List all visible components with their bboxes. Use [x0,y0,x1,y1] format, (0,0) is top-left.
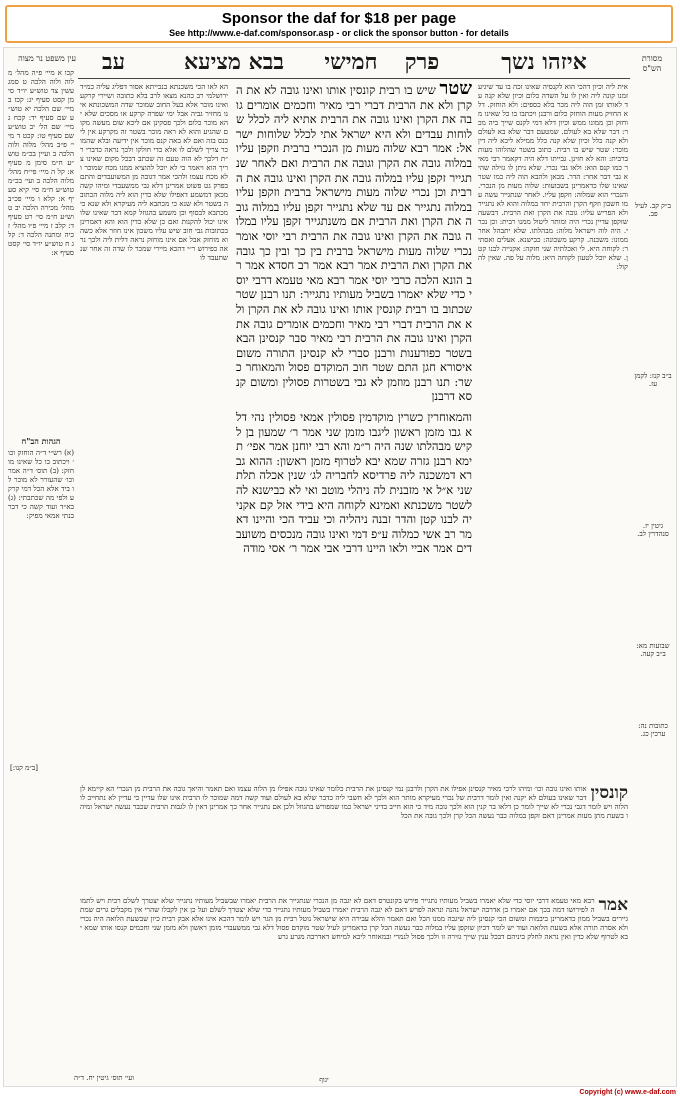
mesoret-column [632,82,674,762]
copyright-link[interactable]: Copyright (c) www.e-daf.com [579,1089,676,1096]
gemara-text: שיש בו רבית קונסין אותו ואינו גובה לא את הקרן ולא את הרבית דברי רבי מאיר וחכמים אומרים גובה את הקרן ואינו גובה את הרבית אתיא ליה לכלל שלוחות עבדים ולא היא ישראל אתי לכלל שלוחות ישראל: אמר רבא שלוה מעות מן הנכרי ברבית וזקפן עליו במלוה גובה את הקרן וגובה את הרבית ואם לאחר שנתגייר זקפן עליו במלוה גובה את הקרן ואינו גובה את הרבית וכן נכרי שלוה מעות מישראל ברבית וזקפן עליו במלוה נתגייר אם עד שלא נתגייר זקפן עליו במלוה גובה את הקרן ואת הרבית אם משנתגייר זקפן עליו במלוה גובה את הקרן ואינו גובה את הרבית רבי יוסי אומר נכרי שלוה מעות מישראל ברבית בין כך ובין כך גובה את הקרן ואת הרבית אמר רבא אמר רב חסדא אמר רב הונא הלכה כרבי יוסי אמר רבא מאי טעמא דרבי יוסי כדי שלא יאמרו בשביל מעותיו נתגייר: תנו רבנן שטר שכתוב בו רבית קונסין אותו ואינו גובה לא את הקרן ולא את הרבית דברי רבי מאיר וחכמים אומרים גובה את הקרן ואינו גובה את הרבית רבי מאיר סבר קנסינן הבא בשטר כפורענות ורבנן סברי לא קנסינן התורה משום איסורא חגן התם שטר חוב המוקדם פסול והמאוחר כשר: תנו רבנן מוזמן לא גבי בשטרות פסולין ומשום קנסא דרבנן [236,83,472,404]
dibbur-hamatchil-2: אמר [598,896,628,915]
hagahot-title: הגהות הב"ח [21,436,61,446]
tosafot-bottom-2 [80,896,628,1076]
perek-word: פרק [404,49,440,75]
header-divider [78,78,630,79]
ein-mishpat-header: עין משפט נר מצוה [18,54,76,63]
catchword: יגוף [319,1076,329,1084]
gemara-column [236,82,472,722]
sponsor-subtitle[interactable]: See http://www.e-daf.com/sponsor.asp - or click the sponsor button - for details [169,28,509,38]
perek-number: חמישי [324,49,378,75]
daf-number: עב [101,49,126,75]
dibbur-hamatchil-1: קונסין [590,784,628,803]
tosafot-column [80,82,228,782]
mesoret-header: מסורת הש"ס [641,54,663,73]
hagahot-text: (א) רש״י ד״ה הוחזק וכו׳ ויכתוב בו כל שאינו מוחזק: (ב) תוס׳ ד״ה אמר וכו׳ שהעורר לא מוכר לו ביד אלא הכל דמי קרקע ולפי מה שכתבתי: (ג) בא״ד ועוד קשה כי דבר בנתי אמאי מפיק: [8,448,74,520]
masechet-title: בבא מציעא [184,49,284,75]
margin-reference: [ב״מ קנו:] [10,764,39,772]
mesoret-note: שבועות מא: ב״ב קעה. [636,642,670,658]
rashi-column: אית ליה וכיון דהכי הוא לקנסיה שאינו זכה בו עד שיגיע זמנו קונה ליה ואין לו על השדה כלום וכיון שלא קנה עד לאותו זמן הוה ליה מכר בלא כספים: ולא הוחזק. דלא החזיק מעות הוחזק כלום ורבנן ויכתבו בו כל שאינו מוחזק וכן ממונו ממש וכיון דלא דמי לקנס שייך ביה מכר: דבר שלא בא לעולם. שמטעם דבר שלא בא לעולם ולא קנה כלל וכיון שלא קנה כלל ממילא ליכא ליה דין מוכר: שטר שיש בו רבית. כתוב בשטר שהלוהו מעות ברבית: והא לא חזינן. גבייתו דלא היה דקאמר רבי מאיר כמו קנס הוא: ולאו גבי נכרי. שלא ניתן לו גזילה שהיא גבי דבר אחר: הדר. מכאן ולהבא הוה ליה כמו שטר שאינו שלו כדאמרינן בשבועות: שלוה מעות מן הנכרי. והנכרי הוא שמלוה: וזקפן עליו. לאחר שנתגייר עשה עמו חשבון וזקף הקרן והרבית יחד במלוה והוא לא נתגייר ולא הפריש עליו: גובה את הקרן ואת הרבית. דבשעה שזקפן עדיין נכרי היה ומותר ליטול ממנו רבית: וכן נכרי. היה לוה וישראל מלוה: מבהלתו. שלא יתבהל אחר ממונו: משכנה. קרקע משכונה: כבישנא. אעלים ואסתיר: לקוחה היא. לי ואכלתיה שני חזקה: אקנייה לבנו קטן. שלא יוכל לטעון לקוחה היא: מלוה על פה. שאין לה קול: [478,82,628,271]
mesoret-note: כתובות נה: ערכין כג. [638,722,668,738]
bottom-text-2: רבא מאי טעמא דרבי יוסי כדי שלא יאמרו בשביל מעותיו נתגייר פירש בקונטרס דאם לא יגבה מן הנכרי שנתגייר את הרבית יאמרו שבשביל מעותיו נתגייר שלא יצטרך לשלם רבית ויש לתמוה לפירושו דמה בכך אם יאמרו כן אדרבה ישראל נהנה ונראה לפרש דאם לא יגבה הרבית יאמרו בשביל מעותיו נתגייר כדי שלא יצטרך לשלם ועל כן אין לקבלו שהרי אין מקבלים גרים שמתגיירים בשביל ממון כדאמרינן ביבמות ומשום הכי קנסינן ליה שיגבה ממנו הכל ואם תאמר והלא עבירה היא שישראל נוטל רבית מן הגר ויש לומר דהכא אינו אלא אבק רבית כיון שבשעת הלואה היה נכרי ולא אסרה תורה אלא בשעת הלואה ועוד יש לומר דכיון שזקפן עליו במלוה כבר נעשה הכל קרן כדאמרינן לעיל שטר מוקדם פסול דלא גבי ממשעבדי מזמן ראשון ולא מזמן שני וחכמים קנסו אותו שמא יבא לטרוף שלא כדין ואין נראה לחלק ביניהם דבכל ענין שייך גזירה זו ולכך פסול לגמרי ובמאוחר ליכא למיחש דאדרבה מגרע גרע [80,896,628,941]
mesoret-note: ב״ק קב. לעיל פב. [635,202,671,218]
bottom-text-1: אותו ואינו גובה וכו׳ ומיהו לרבי מאיר קנסינן אפילו את הקרן ולרבנן נמי קנסינן את הרבית כלומר שאינו גובה אפילו מן הלוה עצמו ואם תאמר והיאך גובה את הרבית מן הנכרי הא קיימא לן דבר שאינו בעולם לא יקנה ואין לומר דרבית של נכרי מעיקרא מותר הוא ולכך לא חשבי ליה כדבר שלא בא לעולם ועוד קשה דמה שמוכר לו הרבית אינו שלו עדיין כי עדיין לא נתחייב לו הלוה ויש לומר דגבי נכרי לא שייך לומר כן דלאו בר קנין הוא ולכך גובה מיד כי הוא חייב בדיני ישראל כמו שמפורש בהגוזל ולכן אם נתגייר אחר כך אמרינן דאין לו לגבות הרבית שכבר נעשה ישראל ומיהו בשעת מתן מעות אמרינן דאם זקפן במלוה כבר נעשה הכל קרן ולכך גובה את הכל [80,784,628,820]
ein-mishpat-column: קכו א מיי׳ פ״ה מהל׳ מלוה ולוה הלכה ט סמג עשין צד טוש״ע יו״ד סימן קסט סעיף יג: קכז ב מיי׳ שם הלכה יא טוש״ע שם סעיף יד: קכח ג מיי׳ שם הל׳ יב טוש״ע שם סעיף טו: קכט ד מיי׳ פ״ב מהל׳ מלוה ולוה הלכה ב ועיין בכ״מ טוש״ע ח״מ סימן מ סעיף א: קל ה מיי׳ פי״ח מהל׳ מלוה הלכה ב ועי׳ בכ״מ טוש״ע ח״מ סי׳ קיא סעיף א: קלא ו מיי׳ פכ״ב מהל׳ מכירה הלכה יב טוש״ע ח״מ סי׳ רט סעיף ד: קלב ז מיי׳ פ״ו מהל׳ זכיה ומתנה הלכה ד: קלג ח טוש״ע יו״ד סי׳ קסט סעיף א: [8,68,74,257]
mesoret-note: גיטין יז. סנהדרין לב. [637,522,669,538]
talmud-page [3,47,677,1087]
sponsor-title[interactable]: Sponsor the daf for $18 per page [221,10,457,27]
mesoret-note: ב״ב קנז: לקמן עז. [634,372,672,388]
tosafot-text: הא לאו הכי משכנתא בנכייתא אסור דפליג עליה כמ״ד ירושלמי רב כהנא מצאו לרב בלא כתובה ושיירי קרקע ואינו מוכר אלא בעל החוב שמוכר שדה המשכונתא אינו מחזיר גביה אבל ימי שפרה קרקע או מסכים שלא יהא מוכר כלום ולכך פסקינן אם ליכא שום מעשה מקום שהגיע והוא לא ראה מוכר בשטר זה מקרקע אין ליכנס בזה ואם לא באה קנס מוכר אין ידיעה ובלא שהמוכר צריך לשלם לו אלא כדי חולקו ולכך נראה כדברי ר״ת דלכך לא הוה טעם זה שכתב דבכל מקום שאינו צריך הוא ויאמר כי לא יוכל להוציא ממנו מכח שמוכר ולא מכח עצמו ולהכי אמר דגובה מן המשועבדים והתם בפרק גט פשוט אמרינן דלא גבי ממשעבדי ומיהו קשה מכאן דמשמע דאפילו שלא כדין הוא ליה מלוה הכתובה בשטר ולא שנא כי מכתבא ליה מעיקרא ולא שנא כי מכתבא לבסוף וכן משמע בהגוזל קמא דבר שאינו שלו אינו יכול להקנות ואם כן שלא כדין הוא והא דאמרינן בכתובות גבי חוב שיש עליו משכון אינו חוזר אלא כשהוא מוחזק אבל אם אינו מוחזק נראה דלית ליה ולכך נראה כפירוש ר״י דהכא מיירי שמכר לו שדה זה אחר שנשתעבד לו [80,82,228,262]
sponsor-banner[interactable] [5,5,673,43]
perek-name: איזהו נשך [501,49,587,75]
footer-reference: ועי׳ תוס׳ גיטין יח. ד״ה [73,1074,134,1082]
tosafot-bottom-1 [80,784,628,894]
gemara-opening-word: שטר [439,82,472,99]
gemara-lower-text: והמאוחרין כשרין מוקדמין פסולין אמאי פסולין נהי דלא גבו מזמן ראשון ליגבו מזמן שני אמר ר׳ שמעון בן לקיש מבהלתו שנה היה ר״מ והא רבי יוחנן אמר אפי׳ תימא רבנן גזרה שמא יבא לטרוף מזמן ראשון: ההוא גברא דמשכנה ליה פרדיסא לחבריה לג׳ שנין אכלה תלת שני א״ל אי מזבנית לה ניהלי מוטב ואי לא כבישנא לה לשטר משכנתא ואמינא לקוחה היא בידי אזל קם אקנייה לבנו קטן והדר זבנה ניהליה וכי עביד הכי והיינו דאמר רב אשי כמלוה ע״פ דמי ואינו גובה מנכסים משועבדים אמר אביי ולאו היינו דרבי אבי אמר ר׳ אסי מודה [236,410,472,556]
